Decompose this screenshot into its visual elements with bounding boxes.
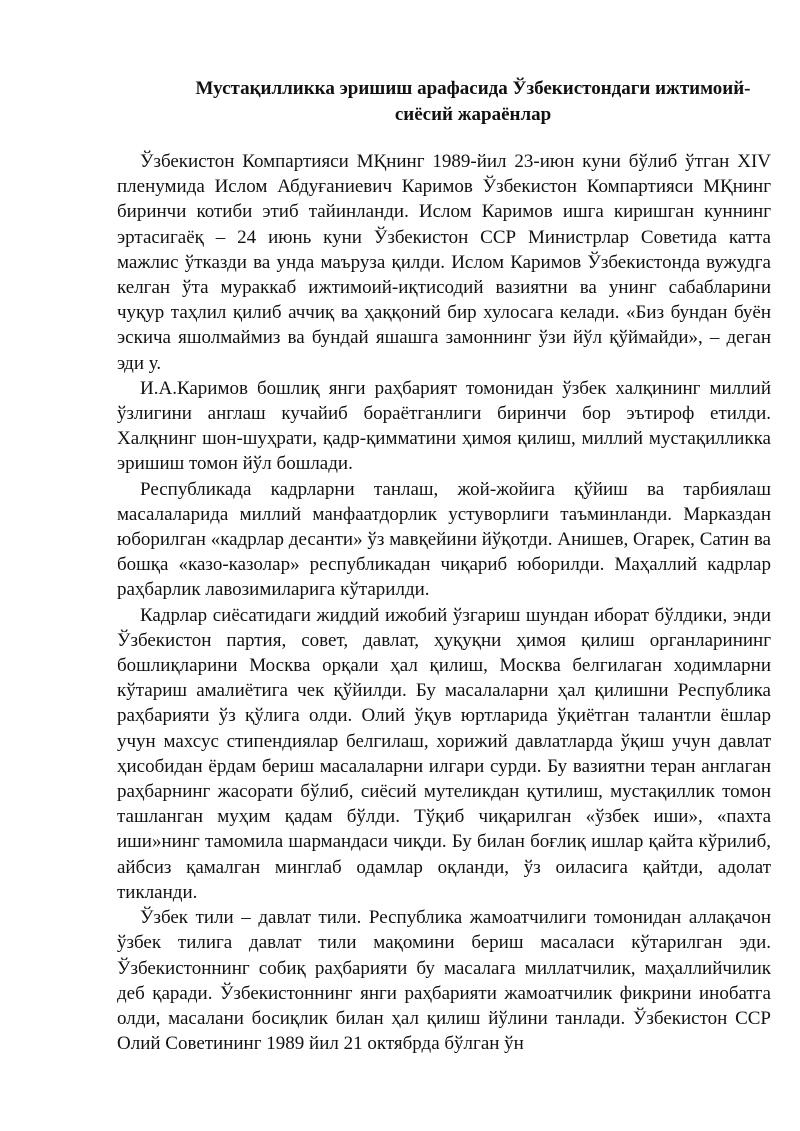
paragraph-5: Ўзбек тили – давлат тили. Республика жамоатчилиги томонидан аллақачон ўзбек тилига давлат тили мақомини бериш масаласи кўтарилган эди. Ўзбекистоннинг собиқ раҳбарияти бу масалага миллатчилик, маҳаллийчилик деб қаради. Ўзбекистоннинг янги раҳбарияти жамоатчилик фикрини инобатга олди, масалани босиқлик билан ҳал қилиш йўлини танлади. Ўзбекистон ССР Олий Советининг 1989 йил 21 октябрда бўлган ўн [117, 907, 771, 1055]
document-page [117, 76, 771, 1056]
title-line-1: Мустақилликка эришиш арафасида Ўзбекистондаги ижтимоий- [195, 78, 751, 99]
paragraph-2: И.А.Каримов бошлиқ янги раҳбарият томонидан ўзбек халқининг миллий ўзлигини англаш кучайиб бораётганлиги биринчи бор эътироф етилди. Халқнинг шон-шуҳрати, қадр-қимматини ҳимоя қилиш, миллий мустақилликка эришиш томон йўл бошлади. [117, 377, 771, 475]
paragraph-3: Республикада кадрларни танлаш, жой-жойига қўйиш ва тарбиялаш масалаларида миллий манфаатдорлик устуворлиги таъминланди. Марказдан юборилган «кадрлар десанти» ўз мавқейини йўқотди. Анишев, Огарек, Сатин ва бошқа «казо-казолар» республикадан чиқариб юборилди. Маҳаллий кадрлар раҳбарлик лавозимиларига кўтарилди. [117, 478, 771, 601]
paragraph-1: Ўзбекистон Компартияси МҚнинг 1989-йил 23-июн куни бўлиб ўтган XIV пленумида Ислом Абдуғаниевич Каримов Ўзбекистон Компартияси МҚнинг биринчи котиби этиб тайинланди. Ислом Каримов ишга киришган куннинг эртасигаёқ – 24 июнь куни Ўзбекистон ССР Министрлар Советида катта мажлис ўтказди ва унда маъруза қилди. Ислом Каримов Ўзбекистонда вужудга келган ўта мураккаб ижтимоий-иқтисодий вазиятни ва унинг сабабларини чуқур таҳлил қилиб аччиқ ва ҳаққоний бир хулосага келади. «Биз бундан буён эскича яшолмаймиз ва бундай яшашга замоннинг ўзи йўл қўймайди», – деган эди у. [117, 151, 771, 374]
document-title [117, 76, 771, 128]
title-line-2: сиёсий жараёнлар [394, 104, 552, 125]
paragraph-4: Кадрлар сиёсатидаги жиддий ижобий ўзгариш шундан иборат бўлдики, энди Ўзбекистон партия, совет, давлат, ҳуқуқни ҳимоя қилиш органларининг бошлиқларини Москва орқали ҳал қилиш, Москва белгилаган ходимларни кўтариш амалиётига чек қўйилди. Бу масалаларни ҳал қилишни Республика раҳбарияти ўз қўлига олди. Олий ўқув юртларида ўқиётган талантли ёшлар учун махсус стипендиялар белгилаш, хорижий давлатларда ўқиш учун давлат ҳисобидан ёрдам бериш масалаларни илгари сурди. Бу вазиятни теран англаган раҳбарнинг жасорати бўлиб, сиёсий мутеликдан қутилиш, мустақиллик томон ташланган муҳим қадам бўлди. Тўқиб чиқарилган «ўзбек иши», «пахта иши»нинг тамомила шармандаси чиқди. Бу билан боғлиқ ишлар қайта кўрилиб, айбсиз қамалган минглаб одамлар оқланди, ўз оиласига қайтди, адолат тикланди. [117, 604, 771, 903]
